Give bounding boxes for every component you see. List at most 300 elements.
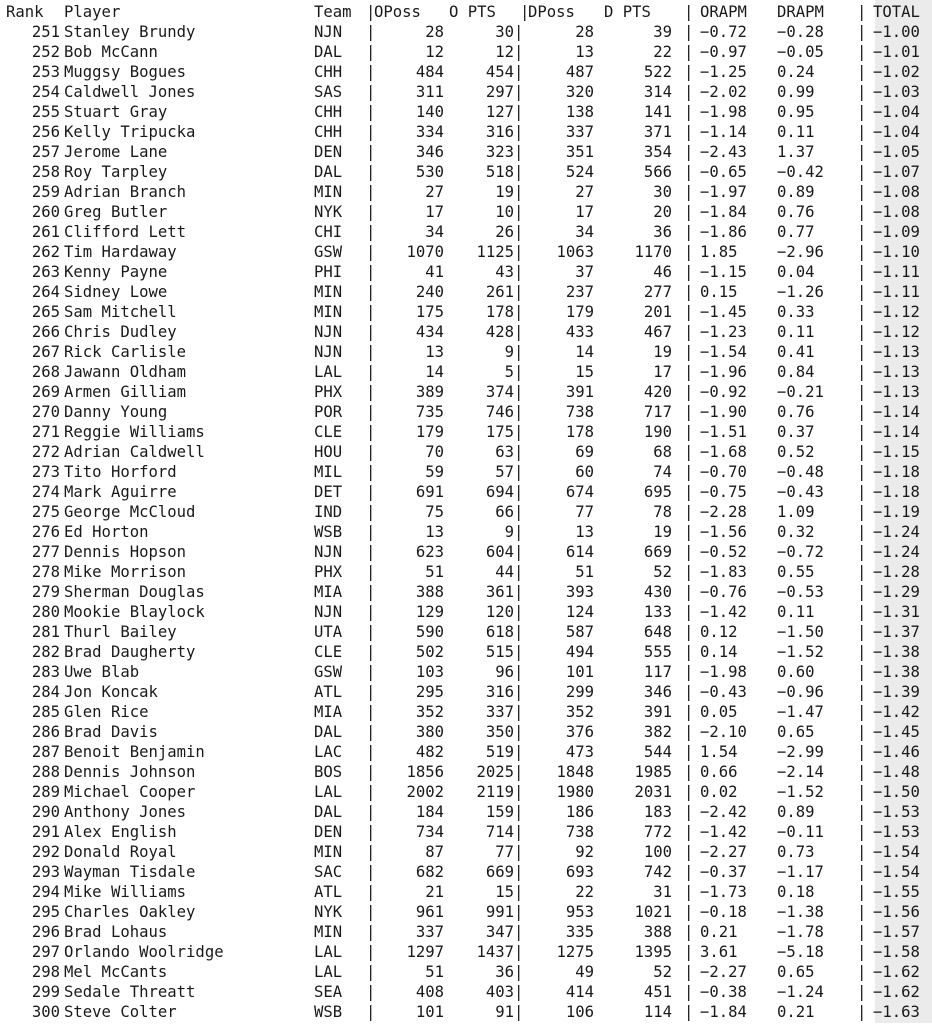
- cell-dposs: 953: [565, 903, 594, 921]
- column-separator: |: [684, 963, 694, 981]
- cell-total: −1.63: [873, 1003, 920, 1021]
- cell-drapm: 0.76: [777, 203, 815, 221]
- header-separator: |: [684, 3, 694, 21]
- cell-oposs: 380: [415, 723, 444, 741]
- column-separator: |: [366, 343, 376, 361]
- cell-team: LAL: [314, 963, 343, 981]
- column-separator: |: [857, 803, 867, 821]
- column-separator: |: [514, 403, 524, 421]
- cell-drapm: −0.11: [777, 823, 824, 841]
- column-separator: |: [366, 583, 376, 601]
- cell-total: −1.56: [873, 903, 920, 921]
- cell-drapm: 0.21: [777, 1003, 815, 1021]
- column-separator: |: [857, 683, 867, 701]
- cell-rank: 275: [31, 503, 60, 521]
- cell-dpts: 277: [643, 283, 672, 301]
- table-row: [0, 420, 932, 440]
- column-separator: |: [366, 223, 376, 241]
- column-separator: |: [366, 723, 376, 741]
- cell-dposs: 124: [565, 603, 594, 621]
- cell-opts: 454: [485, 63, 514, 81]
- cell-team: CHH: [314, 63, 343, 81]
- cell-player: Donald Royal: [64, 843, 177, 861]
- cell-dpts: 695: [643, 483, 672, 501]
- cell-rank: 254: [31, 83, 60, 101]
- column-separator: |: [366, 603, 376, 621]
- cell-opts: 66: [495, 503, 514, 521]
- cell-rank: 297: [31, 943, 60, 961]
- cell-player: Adrian Caldwell: [64, 443, 205, 461]
- column-separator: |: [366, 903, 376, 921]
- cell-opts: 515: [485, 643, 514, 661]
- cell-rank: 259: [31, 183, 60, 201]
- cell-drapm: −0.28: [777, 23, 824, 41]
- cell-orapm: −1.42: [700, 603, 747, 621]
- cell-drapm: −1.38: [777, 903, 824, 921]
- table-row: [0, 700, 932, 720]
- cell-team: DAL: [314, 723, 343, 741]
- column-separator: |: [857, 363, 867, 381]
- cell-opts: 12: [495, 43, 514, 61]
- cell-opts: 746: [485, 403, 514, 421]
- cell-dpts: 39: [653, 23, 672, 41]
- cell-drapm: 0.11: [777, 603, 815, 621]
- column-separator: |: [684, 323, 694, 341]
- header-total: TOTAL: [873, 3, 920, 21]
- column-separator: |: [684, 63, 694, 81]
- cell-opts: 316: [485, 123, 514, 141]
- cell-oposs: 179: [415, 423, 444, 441]
- cell-opts: 350: [485, 723, 514, 741]
- column-separator: |: [684, 243, 694, 261]
- table-row: [0, 840, 932, 860]
- column-separator: |: [684, 683, 694, 701]
- cell-orapm: −2.43: [700, 143, 747, 161]
- cell-dposs: 28: [575, 23, 594, 41]
- cell-dposs: 22: [575, 883, 594, 901]
- column-separator: |: [684, 663, 694, 681]
- column-separator: |: [514, 383, 524, 401]
- header-oposs: OPoss: [374, 3, 421, 21]
- column-separator: |: [857, 883, 867, 901]
- cell-opts: 518: [485, 163, 514, 181]
- cell-player: Dennis Hopson: [64, 543, 187, 561]
- cell-opts: 347: [485, 923, 514, 941]
- cell-team: NYK: [314, 903, 343, 921]
- table-row: [0, 40, 932, 60]
- cell-rank: 294: [31, 883, 60, 901]
- column-separator: |: [366, 143, 376, 161]
- cell-opts: 9: [504, 343, 514, 361]
- column-separator: |: [684, 723, 694, 741]
- cell-team: CHH: [314, 103, 343, 121]
- cell-orapm: 0.21: [700, 923, 738, 941]
- cell-orapm: −0.70: [700, 463, 747, 481]
- cell-drapm: 0.95: [777, 103, 815, 121]
- cell-dpts: 371: [643, 123, 672, 141]
- column-separator: |: [514, 703, 524, 721]
- cell-orapm: −1.15: [700, 263, 747, 281]
- column-separator: |: [366, 43, 376, 61]
- column-separator: |: [684, 643, 694, 661]
- cell-dposs: 693: [565, 863, 594, 881]
- column-separator: |: [514, 723, 524, 741]
- cell-total: −1.48: [873, 763, 920, 781]
- cell-dpts: 17: [653, 363, 672, 381]
- cell-team: MIN: [314, 183, 343, 201]
- cell-oposs: 59: [425, 463, 444, 481]
- cell-total: −1.37: [873, 623, 920, 641]
- cell-dposs: 15: [575, 363, 594, 381]
- table-row: [0, 640, 932, 660]
- cell-opts: 10: [495, 203, 514, 221]
- column-separator: |: [857, 63, 867, 81]
- table-row: [0, 460, 932, 480]
- table-row: [0, 600, 932, 620]
- column-separator: |: [857, 963, 867, 981]
- cell-team: MIN: [314, 283, 343, 301]
- column-separator: |: [366, 523, 376, 541]
- header-separator: |: [366, 3, 376, 21]
- column-separator: |: [366, 483, 376, 501]
- column-separator: |: [857, 443, 867, 461]
- cell-drapm: −0.43: [777, 483, 824, 501]
- cell-dpts: 522: [643, 63, 672, 81]
- cell-team: NJN: [314, 543, 343, 561]
- cell-total: −1.18: [873, 483, 920, 501]
- cell-oposs: 34: [425, 223, 444, 241]
- column-separator: |: [366, 803, 376, 821]
- table-row: [0, 980, 932, 1000]
- cell-drapm: 0.84: [777, 363, 815, 381]
- column-separator: |: [366, 123, 376, 141]
- cell-player: Chris Dudley: [64, 323, 177, 341]
- column-separator: |: [684, 803, 694, 821]
- cell-oposs: 734: [415, 823, 444, 841]
- cell-oposs: 140: [415, 103, 444, 121]
- cell-rank: 288: [31, 763, 60, 781]
- column-separator: |: [684, 123, 694, 141]
- cell-oposs: 735: [415, 403, 444, 421]
- cell-dposs: 60: [575, 463, 594, 481]
- column-separator: |: [514, 183, 524, 201]
- cell-drapm: 0.11: [777, 123, 815, 141]
- cell-drapm: −2.99: [777, 743, 824, 761]
- cell-orapm: −0.65: [700, 163, 747, 181]
- cell-dpts: 46: [653, 263, 672, 281]
- column-separator: |: [684, 903, 694, 921]
- cell-orapm: −2.28: [700, 503, 747, 521]
- cell-dposs: 179: [565, 303, 594, 321]
- cell-rank: 282: [31, 643, 60, 661]
- table-row: [0, 180, 932, 200]
- cell-dpts: 354: [643, 143, 672, 161]
- cell-dposs: 337: [565, 123, 594, 141]
- header-rank: Rank: [6, 3, 44, 21]
- column-separator: |: [366, 943, 376, 961]
- cell-total: −1.50: [873, 783, 920, 801]
- column-separator: |: [366, 503, 376, 521]
- cell-team: LAL: [314, 943, 343, 961]
- cell-oposs: 482: [415, 743, 444, 761]
- cell-orapm: −0.97: [700, 43, 747, 61]
- cell-dposs: 178: [565, 423, 594, 441]
- cell-drapm: −1.52: [777, 643, 824, 661]
- cell-rank: 293: [31, 863, 60, 881]
- column-separator: |: [857, 303, 867, 321]
- column-separator: |: [366, 183, 376, 201]
- cell-rank: 256: [31, 123, 60, 141]
- table-row: [0, 540, 932, 560]
- cell-opts: 519: [485, 743, 514, 761]
- cell-rank: 290: [31, 803, 60, 821]
- cell-total: −1.45: [873, 723, 920, 741]
- cell-opts: 96: [495, 663, 514, 681]
- column-separator: |: [514, 63, 524, 81]
- column-separator: |: [366, 323, 376, 341]
- table-row: [0, 240, 932, 260]
- column-separator: |: [857, 703, 867, 721]
- cell-rank: 264: [31, 283, 60, 301]
- column-separator: |: [366, 443, 376, 461]
- cell-rank: 261: [31, 223, 60, 241]
- column-separator: |: [684, 583, 694, 601]
- table-row: [0, 400, 932, 420]
- column-separator: |: [857, 483, 867, 501]
- column-separator: |: [514, 1003, 524, 1021]
- cell-opts: 337: [485, 703, 514, 721]
- cell-drapm: −2.14: [777, 763, 824, 781]
- column-separator: |: [857, 823, 867, 841]
- column-separator: |: [684, 823, 694, 841]
- cell-drapm: −0.21: [777, 383, 824, 401]
- cell-team: DEN: [314, 143, 343, 161]
- cell-drapm: 0.77: [777, 223, 815, 241]
- cell-drapm: 0.33: [777, 303, 815, 321]
- cell-oposs: 1070: [406, 243, 444, 261]
- cell-rank: 272: [31, 443, 60, 461]
- column-separator: |: [684, 463, 694, 481]
- cell-oposs: 408: [415, 983, 444, 1001]
- column-separator: |: [684, 183, 694, 201]
- column-separator: |: [684, 343, 694, 361]
- cell-drapm: −1.52: [777, 783, 824, 801]
- cell-opts: 714: [485, 823, 514, 841]
- cell-orapm: −1.25: [700, 63, 747, 81]
- cell-dposs: 138: [565, 103, 594, 121]
- cell-dpts: 346: [643, 683, 672, 701]
- cell-team: DAL: [314, 163, 343, 181]
- column-separator: |: [684, 743, 694, 761]
- cell-orapm: −1.98: [700, 663, 747, 681]
- cell-dposs: 1980: [556, 783, 594, 801]
- table-row: [0, 900, 932, 920]
- column-separator: |: [684, 943, 694, 961]
- table-row: [0, 160, 932, 180]
- cell-team: BOS: [314, 763, 343, 781]
- cell-oposs: 13: [425, 523, 444, 541]
- cell-dpts: 544: [643, 743, 672, 761]
- cell-orapm: −0.18: [700, 903, 747, 921]
- column-separator: |: [514, 863, 524, 881]
- column-separator: |: [857, 663, 867, 681]
- cell-total: −1.55: [873, 883, 920, 901]
- column-separator: |: [684, 603, 694, 621]
- column-separator: |: [366, 463, 376, 481]
- cell-dpts: 669: [643, 543, 672, 561]
- cell-player: Sherman Douglas: [64, 583, 205, 601]
- column-separator: |: [366, 683, 376, 701]
- cell-oposs: 28: [425, 23, 444, 41]
- cell-team: CLE: [314, 423, 343, 441]
- table-row: [0, 280, 932, 300]
- cell-orapm: −2.27: [700, 843, 747, 861]
- cell-drapm: 0.11: [777, 323, 815, 341]
- column-separator: |: [366, 403, 376, 421]
- column-separator: |: [857, 143, 867, 161]
- header-team: Team: [314, 3, 352, 21]
- table-row: [0, 140, 932, 160]
- column-separator: |: [857, 643, 867, 661]
- cell-opts: 991: [485, 903, 514, 921]
- column-separator: |: [514, 763, 524, 781]
- cell-opts: 297: [485, 83, 514, 101]
- column-separator: |: [684, 483, 694, 501]
- cell-dposs: 14: [575, 343, 594, 361]
- header-dposs: DPoss: [528, 3, 575, 21]
- column-separator: |: [514, 243, 524, 261]
- header-dpts: D PTS: [604, 3, 651, 21]
- cell-rank: 273: [31, 463, 60, 481]
- column-separator: |: [857, 503, 867, 521]
- column-separator: |: [857, 603, 867, 621]
- cell-dposs: 1848: [556, 763, 594, 781]
- cell-dpts: 52: [653, 563, 672, 581]
- cell-opts: 1437: [476, 943, 514, 961]
- column-separator: |: [857, 843, 867, 861]
- cell-orapm: −1.84: [700, 203, 747, 221]
- cell-team: SEA: [314, 983, 343, 1001]
- cell-orapm: −0.43: [700, 683, 747, 701]
- cell-dpts: 314: [643, 83, 672, 101]
- cell-dposs: 49: [575, 963, 594, 981]
- cell-drapm: −2.96: [777, 243, 824, 261]
- cell-orapm: −1.56: [700, 523, 747, 541]
- cell-dpts: 133: [643, 603, 672, 621]
- column-separator: |: [514, 143, 524, 161]
- cell-drapm: 0.99: [777, 83, 815, 101]
- cell-dposs: 352: [565, 703, 594, 721]
- cell-player: Michael Cooper: [64, 783, 196, 801]
- cell-total: −1.57: [873, 923, 920, 941]
- column-separator: |: [857, 543, 867, 561]
- cell-dpts: 52: [653, 963, 672, 981]
- column-separator: |: [514, 83, 524, 101]
- column-separator: |: [684, 623, 694, 641]
- cell-rank: 277: [31, 543, 60, 561]
- cell-dposs: 69: [575, 443, 594, 461]
- cell-dpts: 388: [643, 923, 672, 941]
- cell-player: George McCloud: [64, 503, 196, 521]
- cell-opts: 91: [495, 1003, 514, 1021]
- cell-orapm: −1.14: [700, 123, 747, 141]
- cell-total: −1.03: [873, 83, 920, 101]
- column-separator: |: [857, 1003, 867, 1021]
- cell-oposs: 530: [415, 163, 444, 181]
- cell-opts: 374: [485, 383, 514, 401]
- cell-orapm: −1.42: [700, 823, 747, 841]
- table-row: [0, 680, 932, 700]
- column-separator: |: [684, 103, 694, 121]
- cell-player: Bob McCann: [64, 43, 158, 61]
- cell-total: −1.38: [873, 643, 920, 661]
- column-separator: |: [514, 163, 524, 181]
- cell-opts: 63: [495, 443, 514, 461]
- cell-dpts: 19: [653, 523, 672, 541]
- column-separator: |: [857, 583, 867, 601]
- cell-rank: 262: [31, 243, 60, 261]
- column-separator: |: [514, 263, 524, 281]
- cell-oposs: 103: [415, 663, 444, 681]
- column-separator: |: [857, 863, 867, 881]
- cell-team: NJN: [314, 323, 343, 341]
- cell-opts: 403: [485, 983, 514, 1001]
- cell-oposs: 21: [425, 883, 444, 901]
- column-separator: |: [366, 243, 376, 261]
- cell-opts: 15: [495, 883, 514, 901]
- cell-oposs: 2002: [406, 783, 444, 801]
- cell-total: −1.13: [873, 343, 920, 361]
- cell-orapm: −1.96: [700, 363, 747, 381]
- cell-rank: 285: [31, 703, 60, 721]
- header-opts: O PTS: [449, 3, 496, 21]
- cell-orapm: −1.86: [700, 223, 747, 241]
- table-body: [0, 20, 932, 1020]
- cell-dposs: 186: [565, 803, 594, 821]
- cell-total: −1.62: [873, 963, 920, 981]
- cell-oposs: 75: [425, 503, 444, 521]
- cell-player: Armen Gilliam: [64, 383, 187, 401]
- header-player: Player: [64, 3, 121, 21]
- cell-player: Jawann Oldham: [64, 363, 187, 381]
- column-separator: |: [684, 783, 694, 801]
- cell-player: Dennis Johnson: [64, 763, 196, 781]
- table-row: [0, 920, 932, 940]
- column-separator: |: [514, 663, 524, 681]
- cell-oposs: 51: [425, 563, 444, 581]
- cell-player: Mike Morrison: [64, 563, 187, 581]
- cell-drapm: 0.41: [777, 343, 815, 361]
- cell-team: ATL: [314, 683, 343, 701]
- column-separator: |: [857, 283, 867, 301]
- cell-opts: 120: [485, 603, 514, 621]
- column-separator: |: [366, 663, 376, 681]
- cell-oposs: 352: [415, 703, 444, 721]
- cell-team: WSB: [314, 1003, 343, 1021]
- column-separator: |: [514, 123, 524, 141]
- cell-oposs: 51: [425, 963, 444, 981]
- column-separator: |: [857, 563, 867, 581]
- cell-orapm: −1.68: [700, 443, 747, 461]
- header-orapm: ORAPM: [700, 3, 747, 21]
- cell-player: Danny Young: [64, 403, 168, 421]
- cell-orapm: −1.97: [700, 183, 747, 201]
- column-separator: |: [366, 763, 376, 781]
- column-separator: |: [514, 503, 524, 521]
- cell-rank: 295: [31, 903, 60, 921]
- table-row: [0, 960, 932, 980]
- cell-oposs: 17: [425, 203, 444, 221]
